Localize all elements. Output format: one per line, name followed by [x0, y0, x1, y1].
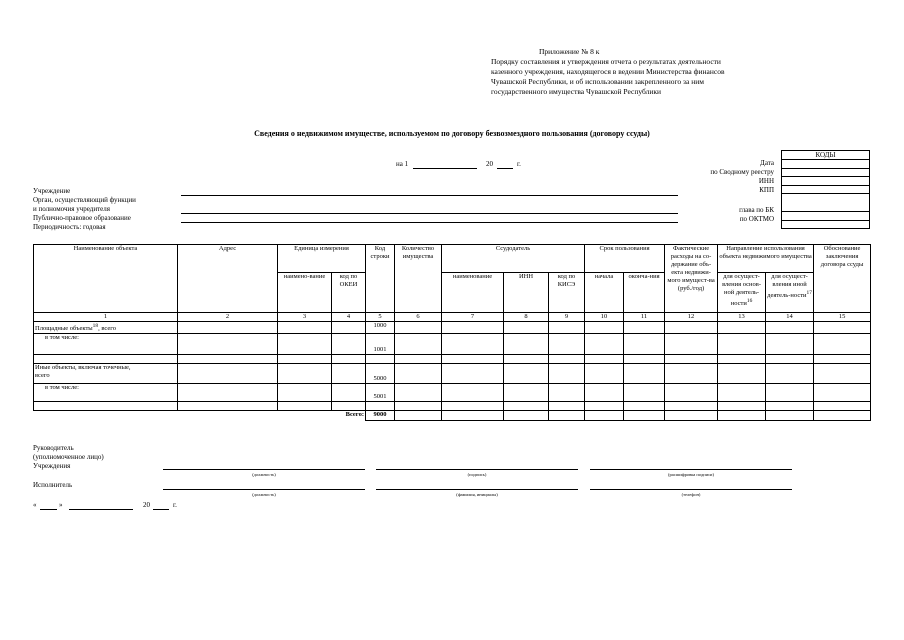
- date-field[interactable]: [413, 168, 477, 169]
- row-label-area: Площадные объекты$^{18}$, всего: [34, 322, 178, 334]
- code-label-bk: глава по БК: [739, 206, 774, 214]
- col-number: 7: [442, 313, 504, 322]
- col-direction: Направление использования объекта недвижимого имущества: [718, 245, 814, 273]
- executor-phone-field[interactable]: [590, 489, 792, 490]
- row-code: 1001: [366, 334, 395, 355]
- date-prefix: на 1: [396, 160, 409, 168]
- appendix-line-4: государственного имущества Чувашской Республики: [491, 87, 662, 96]
- document-title: Сведения о недвижимом имуществе, используемом по договору безвозмездного пользования (договору ссуды): [254, 129, 650, 138]
- col-number: 2: [178, 313, 278, 322]
- head-signature-field[interactable]: [376, 469, 578, 470]
- col-number: 6: [395, 313, 442, 322]
- date-year-prefix: 20: [486, 160, 493, 168]
- table-row: [34, 355, 871, 364]
- date-quote-open: «: [33, 501, 37, 509]
- sign-month-field[interactable]: [69, 509, 133, 510]
- appendix-number: Приложение № 8 к: [539, 47, 600, 56]
- col-number: 15: [814, 313, 871, 322]
- executor-label: Исполнитель: [33, 481, 73, 489]
- col-unit-name: наимено-вание: [278, 273, 332, 313]
- col-term: Срок пользования: [585, 245, 665, 273]
- table-row: [34, 334, 871, 355]
- caption-phone: (телефон): [681, 492, 701, 497]
- code-inn-cell[interactable]: [782, 177, 870, 186]
- code-label-inn: ИНН: [758, 177, 774, 185]
- caption-signature: (подпись): [467, 472, 487, 477]
- total-code: 9000: [366, 411, 395, 421]
- authority-label-1: Орган, осуществляющий функции: [33, 196, 136, 204]
- authority-label-2: и полномочия учредителя: [33, 205, 110, 213]
- col-number: 11: [624, 313, 665, 322]
- code-date-cell[interactable]: [782, 160, 870, 169]
- col-term-start: начала: [585, 273, 624, 313]
- col-quantity: Количество имущества: [395, 245, 442, 313]
- code-label-kpp: КПП: [759, 186, 774, 194]
- code-oktmo-cell[interactable]: [782, 212, 870, 221]
- col-number: 12: [665, 313, 718, 322]
- institution-field[interactable]: [181, 195, 678, 196]
- col-number: 4: [332, 313, 366, 322]
- col-actual-costs: Фактические расходы на со-держание объ-екта недвижи-мого имущест-ва (руб./год): [665, 245, 718, 313]
- appendix-line-1: Порядку составления и утверждения отчета о результатах деятельности: [491, 57, 721, 66]
- col-term-end: оконча-ния: [624, 273, 665, 313]
- row-code: 1000: [366, 322, 395, 334]
- code-registry-cell[interactable]: [782, 168, 870, 177]
- total-row: [34, 411, 871, 421]
- institution-label: Учреждение: [33, 187, 71, 195]
- code-extra-cell[interactable]: [782, 220, 870, 229]
- col-number: 1: [34, 313, 178, 322]
- head-position-field[interactable]: [163, 469, 365, 470]
- codes-header: КОДЫ: [782, 151, 870, 160]
- col-lender-code: код по КИСЭ: [549, 273, 585, 313]
- col-number: 8: [504, 313, 549, 322]
- column-numbers-row: [34, 313, 871, 322]
- head-decoding-field[interactable]: [590, 469, 792, 470]
- date-year-suffix: г.: [517, 160, 521, 168]
- caption-position: (должность): [252, 472, 276, 477]
- col-unit-code: код по ОКЕИ: [332, 273, 366, 313]
- col-dir-main: для осущест-вления основ-ной деятель-ности$^{16}$: [718, 273, 766, 313]
- caption-decoding: (расшифровка подписи): [668, 472, 714, 477]
- codes-table: [781, 150, 870, 229]
- table-row: [34, 384, 871, 402]
- code-kpp-cell[interactable]: [782, 185, 870, 194]
- col-number: 10: [585, 313, 624, 322]
- col-number: 5: [366, 313, 395, 322]
- col-number: 14: [766, 313, 814, 322]
- col-unit: Единица измерения: [278, 245, 366, 273]
- total-label: Всего:: [345, 411, 364, 419]
- table-row: [34, 322, 871, 334]
- row-label-other: Иные объекты, включая точечные, всего: [34, 364, 178, 384]
- sign-year-field[interactable]: [153, 509, 169, 510]
- sign-day-field[interactable]: [40, 509, 57, 510]
- code-label-date: Дата: [760, 159, 774, 167]
- executor-fio-field[interactable]: [376, 489, 578, 490]
- col-row-code: Код строки: [366, 245, 395, 313]
- col-number: 3: [278, 313, 332, 322]
- property-table: [33, 244, 871, 421]
- appendix-header: [491, 47, 791, 97]
- appendix-line-2: казенного учреждения, находящегося в ведении Министерства финансов: [491, 67, 725, 76]
- table-row: [34, 364, 871, 384]
- sign-year-suffix: г.: [173, 501, 177, 509]
- sign-year-prefix: 20: [143, 501, 150, 509]
- row-code: 5000: [366, 364, 395, 384]
- signature-head-label: Руководитель (уполномоченное лицо) Учреждения: [33, 444, 104, 470]
- code-label-oktmo: по ОКТМО: [739, 215, 774, 223]
- public-entity-label: Публично-правовое образование: [33, 214, 131, 222]
- public-entity-field[interactable]: [181, 222, 678, 223]
- row-label-including: в том числе:: [34, 334, 178, 355]
- date-year-field[interactable]: [497, 168, 513, 169]
- authority-field[interactable]: [181, 213, 678, 214]
- col-lender-inn: ИНН: [504, 273, 549, 313]
- row-code: 5001: [366, 384, 395, 402]
- code-bk-cell[interactable]: [782, 194, 870, 212]
- col-object-name: Наименование объекта: [34, 245, 178, 313]
- col-basis: Обоснование заключения договора ссуды: [814, 245, 871, 313]
- col-number: 13: [718, 313, 766, 322]
- table-row: [34, 402, 871, 411]
- date-quote-close: »: [59, 501, 63, 509]
- periodicity-label: Периодичность: годовая: [33, 223, 106, 231]
- col-lender: Ссудодатель: [442, 245, 585, 273]
- caption-fio: (фамилия, инициалы): [456, 492, 498, 497]
- appendix-line-3: Чувашской Республики, и об использовании закрепленного за ним: [491, 77, 704, 86]
- caption-position-2: (должность): [252, 492, 276, 497]
- col-dir-other: для осущест-вления иной деятель-ности$^{17}$: [766, 273, 814, 313]
- col-number: 9: [549, 313, 585, 322]
- code-label-registry: по Сводному реестру: [710, 168, 774, 176]
- row-label-including-2: в том числе:: [34, 384, 178, 402]
- col-lender-name: наименование: [442, 273, 504, 313]
- executor-position-field[interactable]: [163, 489, 365, 490]
- col-address: Адрес: [178, 245, 278, 313]
